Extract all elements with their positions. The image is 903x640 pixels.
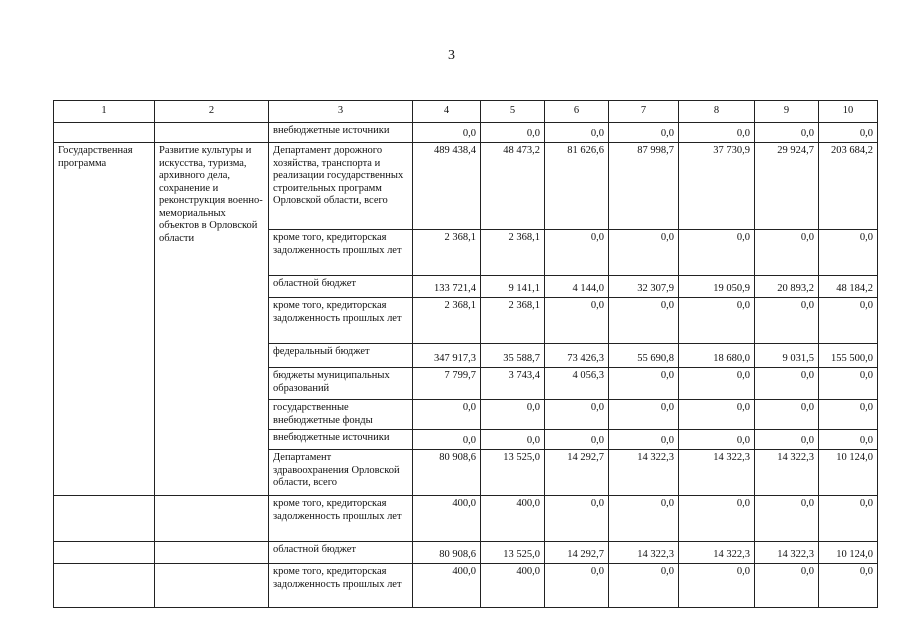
amount-cell: 0,0 <box>755 230 819 276</box>
amount-cell: 0,0 <box>545 564 609 608</box>
program-type-cell <box>54 123 155 143</box>
amount-cell: 0,0 <box>545 430 609 450</box>
amount-cell: 0,0 <box>755 400 819 430</box>
amount-cell: 0,0 <box>679 564 755 608</box>
amount-cell: 32 307,9 <box>609 276 679 298</box>
amount-cell: 0,0 <box>545 123 609 143</box>
amount-cell: 0,0 <box>481 430 545 450</box>
amount-cell: 14 322,3 <box>755 450 819 496</box>
amount-cell: 0,0 <box>609 564 679 608</box>
program-name-cell: Развитие культуры и искусства, туризма, архивного дела, сохранение и реконструкция военно-мемориальных объектов в Орловской области <box>155 143 269 496</box>
amount-cell: 400,0 <box>481 564 545 608</box>
amount-cell: 0,0 <box>609 430 679 450</box>
amount-cell: 0,0 <box>755 496 819 542</box>
amount-cell: 0,0 <box>679 123 755 143</box>
funding-source-cell: кроме того, кредиторская задолженность прошлых лет <box>269 564 413 608</box>
amount-cell: 48 473,2 <box>481 143 545 230</box>
amount-cell: 73 426,3 <box>545 344 609 368</box>
amount-cell: 48 184,2 <box>819 276 878 298</box>
amount-cell: 2 368,1 <box>481 298 545 344</box>
amount-cell: 0,0 <box>679 496 755 542</box>
funding-source-cell: кроме того, кредиторская задолженность прошлых лет <box>269 298 413 344</box>
amount-cell: 20 893,2 <box>755 276 819 298</box>
funding-source-cell: кроме того, кредиторская задолженность прошлых лет <box>269 230 413 276</box>
amount-cell: 400,0 <box>413 496 481 542</box>
amount-cell: 9 031,5 <box>755 344 819 368</box>
amount-cell: 0,0 <box>545 400 609 430</box>
amount-cell: 203 684,2 <box>819 143 878 230</box>
amount-cell: 87 998,7 <box>609 143 679 230</box>
amount-cell: 0,0 <box>755 368 819 400</box>
table-header-row <box>54 101 878 123</box>
amount-cell: 14 322,3 <box>609 450 679 496</box>
column-header: 10 <box>819 101 878 123</box>
amount-cell: 133 721,4 <box>413 276 481 298</box>
column-header: 2 <box>155 101 269 123</box>
program-name-cell <box>155 564 269 608</box>
amount-cell: 14 322,3 <box>755 542 819 564</box>
amount-cell: 0,0 <box>755 123 819 143</box>
funding-source-cell: кроме того, кредиторская задолженность прошлых лет <box>269 496 413 542</box>
amount-cell: 0,0 <box>819 400 878 430</box>
amount-cell: 0,0 <box>819 230 878 276</box>
amount-cell: 0,0 <box>819 564 878 608</box>
funding-source-cell: Департамент здравоохранения Орловской области, всего <box>269 450 413 496</box>
program-type-cell <box>54 542 155 564</box>
amount-cell: 0,0 <box>755 298 819 344</box>
funding-source-cell: областной бюджет <box>269 276 413 298</box>
amount-cell: 0,0 <box>819 430 878 450</box>
amount-cell: 35 588,7 <box>481 344 545 368</box>
funding-source-cell: внебюджетные источники <box>269 430 413 450</box>
amount-cell: 0,0 <box>819 496 878 542</box>
amount-cell: 0,0 <box>819 298 878 344</box>
table-row <box>54 496 878 542</box>
amount-cell: 2 368,1 <box>481 230 545 276</box>
amount-cell: 9 141,1 <box>481 276 545 298</box>
amount-cell: 0,0 <box>679 298 755 344</box>
amount-cell: 2 368,1 <box>413 298 481 344</box>
amount-cell: 347 917,3 <box>413 344 481 368</box>
column-header: 3 <box>269 101 413 123</box>
amount-cell: 2 368,1 <box>413 230 481 276</box>
amount-cell: 13 525,0 <box>481 542 545 564</box>
funding-source-cell: федеральный бюджет <box>269 344 413 368</box>
amount-cell: 14 292,7 <box>545 542 609 564</box>
amount-cell: 0,0 <box>609 230 679 276</box>
program-name-cell <box>155 123 269 143</box>
amount-cell: 7 799,7 <box>413 368 481 400</box>
amount-cell: 13 525,0 <box>481 450 545 496</box>
amount-cell: 0,0 <box>413 400 481 430</box>
amount-cell: 0,0 <box>679 400 755 430</box>
funding-source-cell: Департамент дорожного хозяйства, транспорта и реализации государственных строительных программ Орловской области, всего <box>269 143 413 230</box>
amount-cell: 0,0 <box>755 430 819 450</box>
column-header: 7 <box>609 101 679 123</box>
table-body <box>54 123 878 608</box>
column-header: 5 <box>481 101 545 123</box>
amount-cell: 0,0 <box>481 400 545 430</box>
amount-cell: 0,0 <box>679 368 755 400</box>
amount-cell: 80 908,6 <box>413 450 481 496</box>
amount-cell: 400,0 <box>413 564 481 608</box>
amount-cell: 0,0 <box>545 496 609 542</box>
amount-cell: 0,0 <box>545 298 609 344</box>
amount-cell: 489 438,4 <box>413 143 481 230</box>
amount-cell: 4 144,0 <box>545 276 609 298</box>
amount-cell: 400,0 <box>481 496 545 542</box>
amount-cell: 4 056,3 <box>545 368 609 400</box>
column-header: 1 <box>54 101 155 123</box>
amount-cell: 29 924,7 <box>755 143 819 230</box>
table-row <box>54 564 878 608</box>
amount-cell: 0,0 <box>481 123 545 143</box>
program-name-cell <box>155 496 269 542</box>
funding-source-cell: бюджеты муниципальных образований <box>269 368 413 400</box>
amount-cell: 37 730,9 <box>679 143 755 230</box>
amount-cell: 10 124,0 <box>819 542 878 564</box>
amount-cell: 14 322,3 <box>679 542 755 564</box>
amount-cell: 81 626,6 <box>545 143 609 230</box>
budget-table <box>53 100 878 608</box>
amount-cell: 0,0 <box>819 123 878 143</box>
table-row <box>54 542 878 564</box>
amount-cell: 3 743,4 <box>481 368 545 400</box>
amount-cell: 55 690,8 <box>609 344 679 368</box>
amount-cell: 0,0 <box>413 430 481 450</box>
program-type-cell <box>54 496 155 542</box>
program-type-cell: Государственная программа <box>54 143 155 496</box>
amount-cell: 0,0 <box>755 564 819 608</box>
amount-cell: 0,0 <box>679 430 755 450</box>
amount-cell: 0,0 <box>609 123 679 143</box>
amount-cell: 10 124,0 <box>819 450 878 496</box>
amount-cell: 14 292,7 <box>545 450 609 496</box>
amount-cell: 0,0 <box>679 230 755 276</box>
amount-cell: 155 500,0 <box>819 344 878 368</box>
funding-source-cell: внебюджетные источники <box>269 123 413 143</box>
amount-cell: 14 322,3 <box>609 542 679 564</box>
amount-cell: 0,0 <box>545 230 609 276</box>
amount-cell: 14 322,3 <box>679 450 755 496</box>
column-header: 6 <box>545 101 609 123</box>
page-number: 3 <box>448 48 455 63</box>
column-header: 4 <box>413 101 481 123</box>
amount-cell: 0,0 <box>819 368 878 400</box>
amount-cell: 0,0 <box>609 496 679 542</box>
program-type-cell <box>54 564 155 608</box>
amount-cell: 19 050,9 <box>679 276 755 298</box>
column-header: 9 <box>755 101 819 123</box>
amount-cell: 80 908,6 <box>413 542 481 564</box>
amount-cell: 0,0 <box>609 368 679 400</box>
funding-source-cell: областной бюджет <box>269 542 413 564</box>
table-row <box>54 143 878 230</box>
amount-cell: 18 680,0 <box>679 344 755 368</box>
column-header: 8 <box>679 101 755 123</box>
amount-cell: 0,0 <box>609 400 679 430</box>
funding-source-cell: государственные внебюджетные фонды <box>269 400 413 430</box>
amount-cell: 0,0 <box>413 123 481 143</box>
amount-cell: 0,0 <box>609 298 679 344</box>
table-row <box>54 123 878 143</box>
program-name-cell <box>155 542 269 564</box>
